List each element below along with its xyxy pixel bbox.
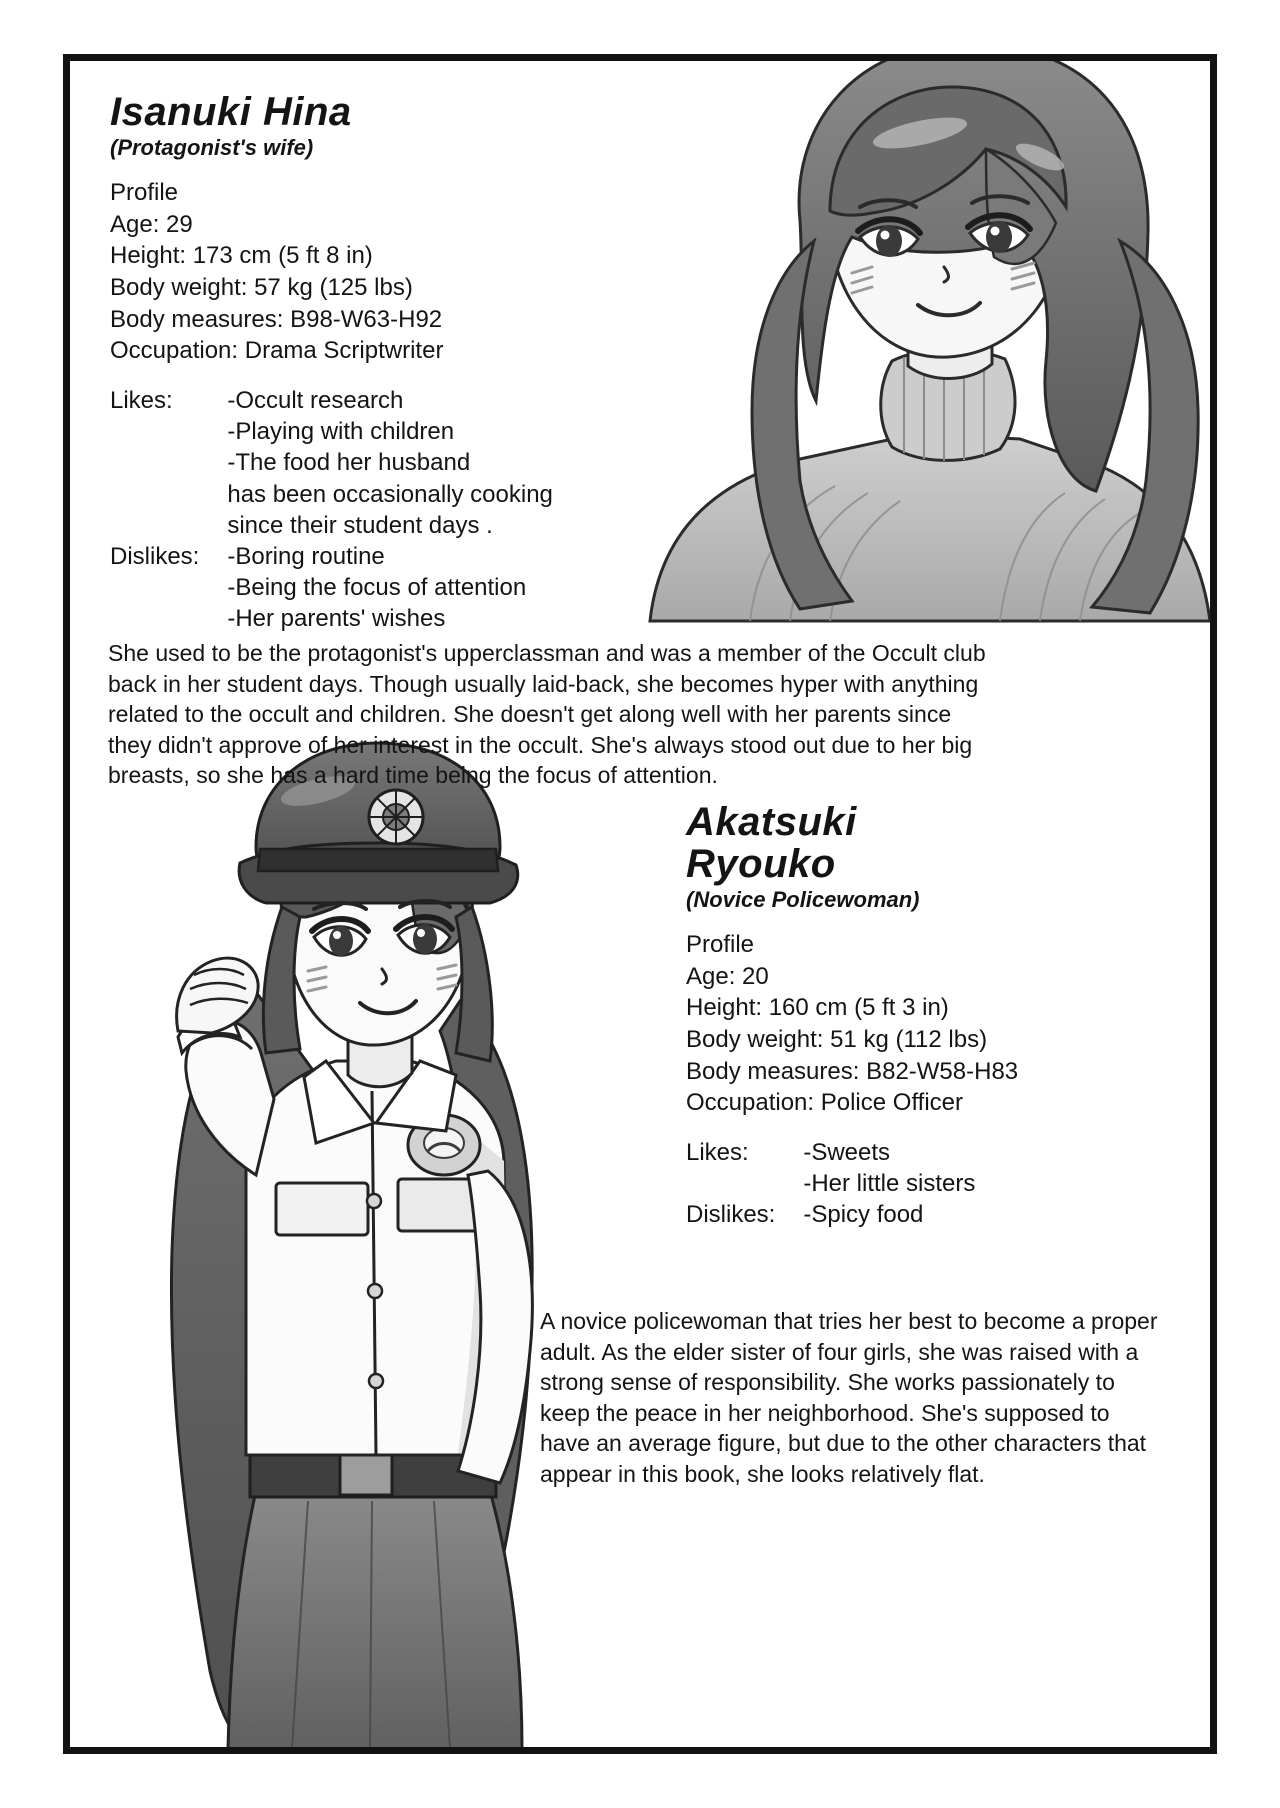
hina-dislike-1: -Boring routine [227,542,385,570]
ryouko-likes-label: Likes: [686,1139,749,1167]
ryouko-profile-age: Age: 20 [686,962,769,990]
hina-info-block [110,91,670,635]
ryouko-likes-items [803,1137,975,1199]
hina-like-5: since their student days . [227,511,493,539]
hina-profile-measures: Body measures: B98-W63-H92 [110,305,443,333]
hina-name: Isanuki Hina [110,90,352,134]
hina-likes-label: Likes: [110,387,173,415]
hina-profile-heading: Profile [110,179,179,206]
ryouko-like-2: -Her little sisters [803,1170,976,1198]
ryouko-preferences [686,1137,975,1231]
ryouko-name-line2: Ryouko [686,842,836,886]
page-frame [63,54,1217,1754]
ryouko-profile-weight: Body weight: 51 kg (112 lbs) [686,1026,988,1054]
hina-profile-height: Height: 173 cm (5 ft 8 in) [110,242,373,270]
ryouko-description: A novice policewoman that tries her best to become a proper adult. As the elder sister of four girls, she was raised with a strong sense of responsibility. She works passionately to keep the peace in her neighborhood. She's supposed to have an average figure, but due to the other characters that appear in this book, she looks relatively flat. [540,1308,1158,1487]
ryouko-name-line1: Akatsuki [686,800,857,844]
hina-dislikes-label: Dislikes: [110,542,200,570]
ryouko-role: (Novice Policewoman) [686,887,920,912]
ryouko-dislikes-label: Dislikes: [686,1201,776,1229]
hina-role: (Protagonist's wife) [110,135,314,160]
hina-like-3: -The food her husband [227,449,471,477]
hina-likes-items [227,385,553,541]
hina-like-1: -Occult research [227,387,404,415]
ryouko-profile-occupation: Occupation: Police Officer [686,1089,964,1117]
ryouko-profile-heading: Profile [686,931,755,958]
hina-dislikes-items [227,541,553,635]
hina-profile-weight: Body weight: 57 kg (125 lbs) [110,274,413,302]
hina-like-2: -Playing with children [227,418,455,446]
ryouko-dislikes-items [803,1199,975,1230]
ryouko-profile-height: Height: 160 cm (5 ft 3 in) [686,994,949,1022]
ryouko-portrait-illustration [63,731,680,1751]
hina-preferences [110,385,553,635]
hina-description: She used to be the protagonist's upperclassman and was a member of the Occult club back in her student days. Though usually laid-back, she becomes hyper with anything related to the occult and children. She doesn't get along well with her parents since they didn't approve of her interest in the occult. She's always stood out due to her big breasts, so she has a hard time being the focus of attention. [108,640,986,789]
hina-dislike-2: -Being the focus of attention [227,574,527,602]
hina-like-4: has been occasionally cooking [227,480,553,508]
ryouko-profile-measures: Body measures: B82-W58-H83 [686,1057,1019,1085]
hina-dislike-3: -Her parents' wishes [227,605,446,633]
hina-profile-occupation: Occupation: Drama Scriptwriter [110,337,444,365]
ryouko-dislike-1: -Spicy food [803,1201,924,1229]
ryouko-info-block [686,801,1186,1231]
hina-profile-age: Age: 29 [110,210,193,238]
ryouko-like-1: -Sweets [803,1139,891,1167]
